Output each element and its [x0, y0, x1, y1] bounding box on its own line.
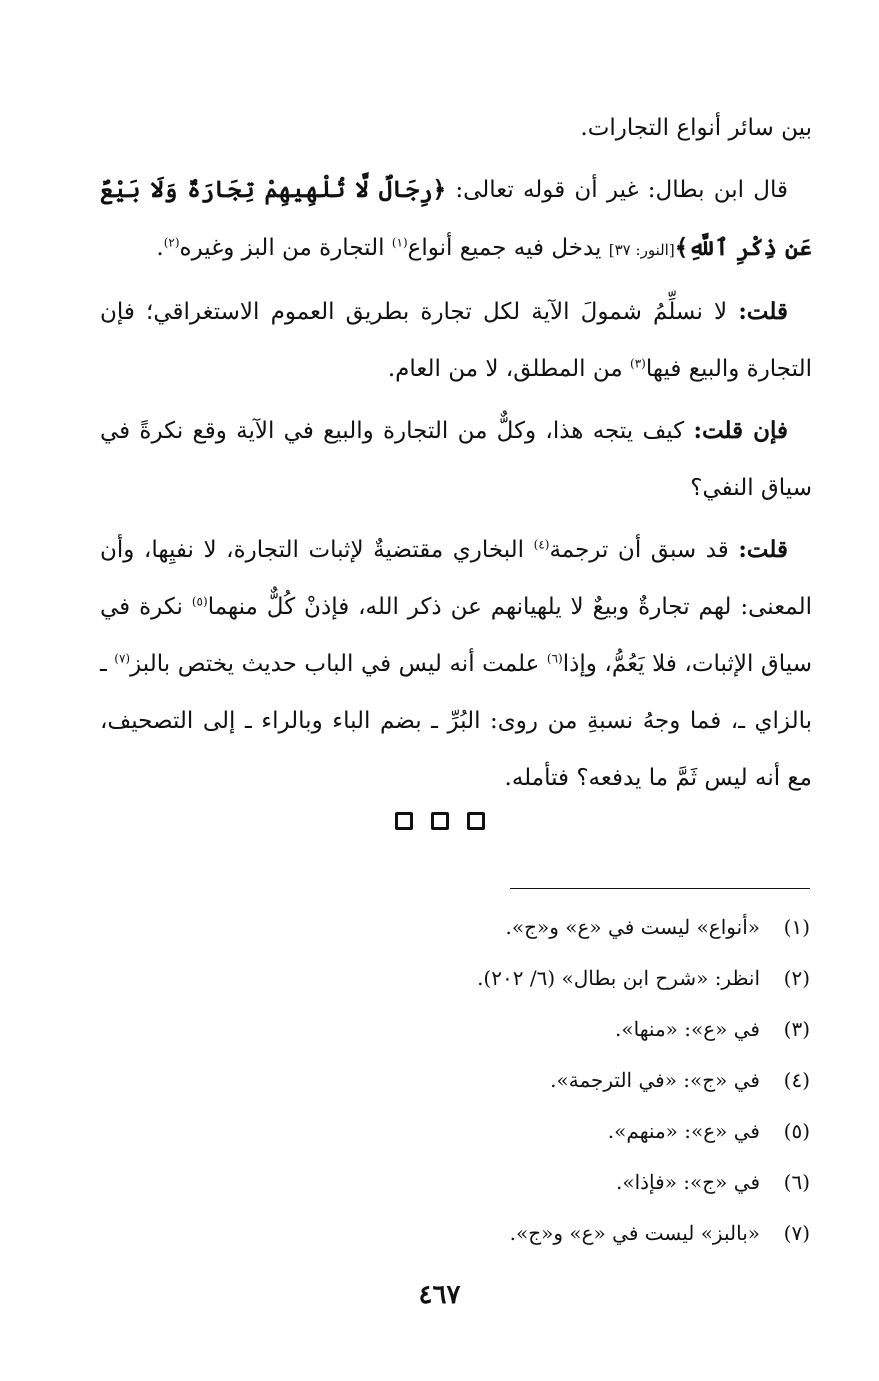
footnote-ref-1: (١): [391, 235, 408, 250]
paragraph-label: قلت:: [738, 298, 788, 325]
footnote-ref-6: (٦): [546, 651, 563, 666]
page-number: ٤٦٧: [418, 1280, 461, 1310]
footnote-number: (٣): [783, 1017, 810, 1041]
footnote-item: [300, 902, 810, 953]
footnotes: [300, 902, 810, 1259]
footnote-number: (٤): [783, 1068, 810, 1092]
footnote-number: (١): [783, 915, 810, 939]
footnote-number: (٦): [783, 1170, 810, 1194]
paragraph-label: قلت:: [738, 536, 788, 563]
footnote-text: «بالبز» ليست في «ع» و«ج».: [509, 1221, 760, 1245]
footnote-ref-2: (٢): [163, 235, 180, 250]
footnote-number: (٢): [783, 966, 810, 990]
paragraph-4: فإن قلت: كيف يتجه هذا، وكلٌّ من التجارة والبيع في الآية وقع نكرةً في سياق النفي؟: [100, 417, 812, 501]
paragraph-label: فإن قلت:: [693, 417, 788, 444]
footnote-item: [300, 1004, 810, 1055]
footnote-text: في «ع»: «منهم».: [607, 1119, 760, 1143]
footnote-item: [300, 1157, 810, 1208]
square-ornament-icon: [431, 812, 449, 830]
main-text: [100, 100, 812, 807]
footnote-text: في «ج»: «في الترجمة».: [550, 1068, 760, 1092]
footnote-item: [300, 1208, 810, 1259]
footnote-text: في «ج»: «فإذا».: [615, 1170, 760, 1194]
footnote-divider: [510, 888, 810, 889]
paragraph-3: قلت: لا نسلِّمُ شمولَ الآية لكل تجارة بطريق العموم الاستغراقي؛ فإن التجارة والبيع فيها$^{(٣)}$ من المطلق، لا من العام.: [100, 298, 812, 382]
footnote-text: «أنواع» ليست في «ع» و«ج».: [505, 915, 760, 939]
verse-reference: [النور: ٣٧]: [608, 241, 675, 259]
footnote-ref-7: (٧): [114, 651, 131, 666]
paragraph-1: بين سائر أنواع التجارات.: [580, 115, 812, 141]
footnote-item: [300, 1055, 810, 1106]
footnote-number: (٥): [783, 1119, 810, 1143]
quran-verse: ﴿رِجَالٌ لَّا تُلْهِيهِمْ تِجَارَةٌ وَلَا بَيْعٌ عَن ذِكْرِ ٱللَّهِ﴾: [100, 176, 812, 261]
footnote-item: [300, 953, 810, 1004]
footnote-ref-5: (٥): [191, 594, 208, 609]
paragraph-2: قال ابن بطال: غير أن قوله تعالى: ﴿رِجَالٌ لَّا تُلْهِيهِمْ تِجَارَةٌ وَلَا بَيْعٌ عَن ذِكْرِ ٱللَّهِ﴾[النور: ٣٧] يدخل فيه جميع أنواع$^{(١)}$ التجارة من البز وغيره$^{(٢)}$.: [100, 176, 812, 261]
footnote-text: انظر: «شرح ابن بطال» (٦/ ٢٠٢).: [477, 966, 760, 990]
footnote-ref-3: (٣): [630, 356, 646, 371]
footnote-text: في «ع»: «منها».: [615, 1017, 760, 1041]
square-ornament-icon: [395, 812, 413, 830]
footnote-number: (٧): [783, 1221, 810, 1245]
paragraph-5: قلت: قد سبق أن ترجمة$^{(٤)}$ البخاري مقتضيةٌ لإثبات التجارة، لا نفيِها، وأن المعنى: لهم تجارةٌ وبيعٌ لا يلهيانهم عن ذكر الله، فإذنْ كُلٌّ منهما$^{(٥)}$ نكرة في سياق الإثبات، فلا يَعُمُّ، وإذا$^{(٦)}$ علمت أنه ليس في الباب حديث يختص بالبز$^{(٧)}$ ـ بالزاي ـ، فما وجهُ نسبةِ من روى: البُرِّ ـ بضم الباء وبالراء ـ إلى التصحيف، مع أنه ليس ثَمَّ ما يدفعه؟ فتأمله.: [100, 536, 812, 791]
section-end-marks: [0, 812, 879, 830]
footnote-item: [300, 1106, 810, 1157]
footnote-ref-4: (٤): [533, 537, 550, 552]
square-ornament-icon: [467, 812, 485, 830]
